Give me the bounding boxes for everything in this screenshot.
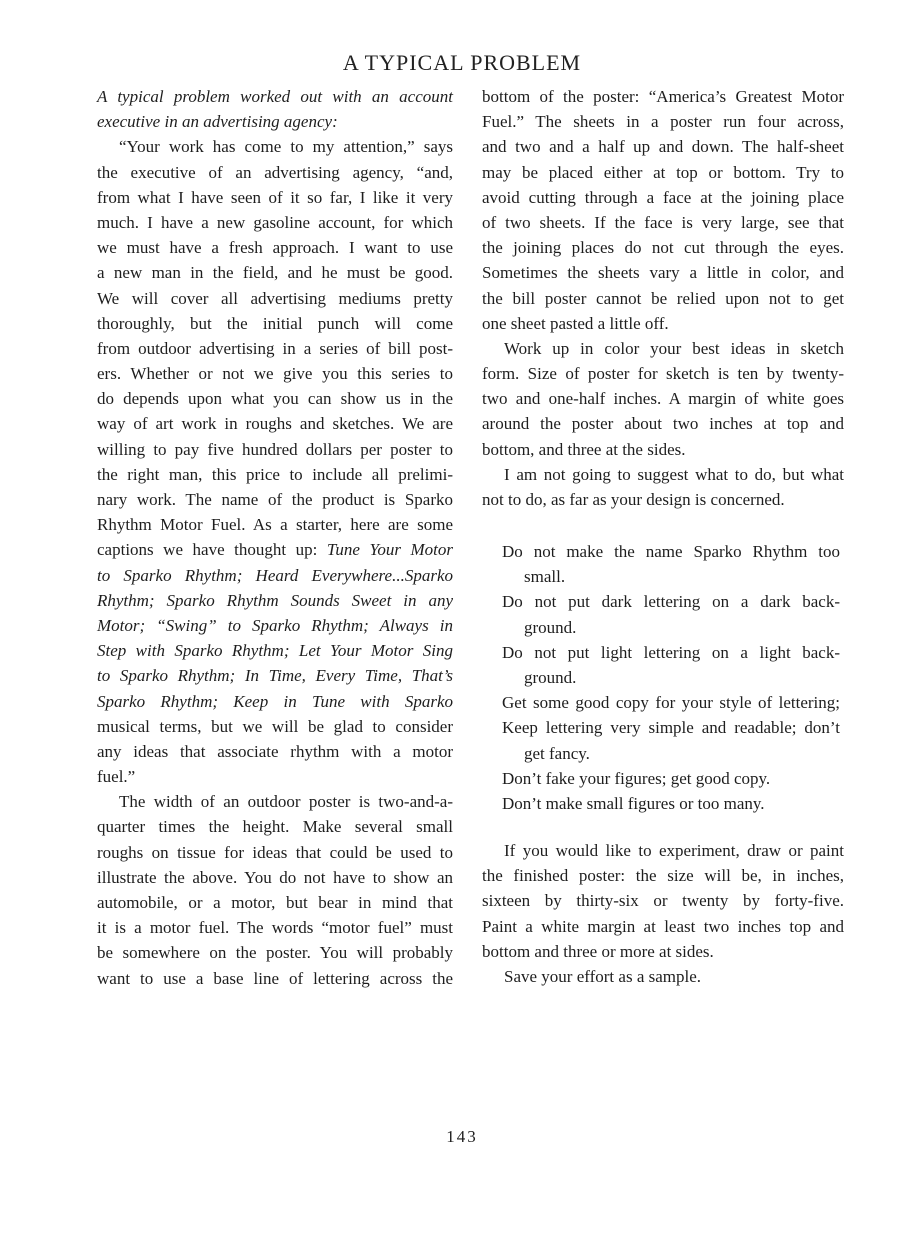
- text-line: ers. Whether or not we give you this series to: [97, 364, 453, 384]
- left-column: [97, 84, 453, 991]
- paragraph-experiment: [482, 838, 844, 964]
- text-line: Do not put light lettering on a light back-: [502, 642, 840, 662]
- text-line: automobile, or a motor, but bear in mind that: [97, 893, 453, 912]
- caption-line: Motor; “Swing” to Sparko Rhythm; Always in: [97, 615, 453, 635]
- text-line: much. I have a new gasoline account, for which: [97, 212, 453, 232]
- text-line: I am not going to suggest what to do, but what: [504, 464, 844, 484]
- text-line: not to do, as far as your design is concerned.: [482, 490, 785, 509]
- text-line: way of art work in roughs and sketches. We are: [97, 414, 453, 434]
- text-line: Don’t make small figures or too many.: [502, 793, 765, 813]
- text-line: form. Size of poster for sketch is ten by twenty-: [482, 364, 844, 384]
- text-line: Don’t fake your figures; get good copy.: [502, 768, 771, 788]
- text-line: the right man, this price to include all prelimi-: [97, 464, 453, 484]
- list-item: [502, 690, 840, 715]
- text-line-captions: [97, 537, 453, 562]
- text-line: one sheet pasted a little off.: [482, 313, 669, 333]
- text-line: it is a motor fuel. The words “motor fuel” must: [97, 918, 453, 938]
- list-item: [502, 589, 840, 639]
- paragraph-quote: [97, 134, 453, 789]
- text-line: musical terms, but we will be glad to consider: [97, 716, 453, 736]
- caption-line: to Sparko Rhythm; Heard Everywhere...Sparko: [97, 565, 453, 585]
- text-line: Sometimes the sheets vary a little in color, and: [482, 263, 844, 283]
- paragraph-sheets: [482, 84, 844, 336]
- text-line: If you would like to experiment, draw or paint: [504, 841, 844, 860]
- text-line: Save your effort as a sample.: [504, 966, 702, 986]
- text-line: fuel.”: [97, 767, 136, 787]
- text-line: Fuel.” The sheets in a poster run four across,: [482, 112, 844, 132]
- text-line: Do not put dark lettering on a dark back-: [502, 592, 840, 612]
- text-line: and two and a half up and down. The half-sheet: [482, 137, 844, 157]
- text-line: nary work. The name of the product is Sparko: [97, 490, 453, 509]
- running-title: A TYPICAL PROBLEM: [342, 50, 582, 75]
- text-line: do depends upon what you can show us in the: [97, 389, 453, 409]
- text-line: get fancy.: [524, 743, 590, 763]
- text-line: The width of an outdoor poster is two-and-a-: [119, 792, 453, 812]
- text-line: executive in an advertising agency:: [97, 112, 338, 132]
- text-line: of two sheets. If the face is very large, see that: [482, 212, 844, 232]
- intro-heading: [97, 84, 453, 134]
- list-item: [502, 640, 840, 690]
- right-lower-section: [482, 838, 844, 989]
- caption-italic: Tune Your Motor: [326, 540, 453, 560]
- text-line: from what I have seen of it so far, I like it very: [97, 187, 453, 207]
- text-line: Do not make the name Sparko Rhythm too: [502, 542, 840, 561]
- text-line: want to use a base line of lettering across the: [97, 968, 453, 988]
- text-line: illustrate the above. You do not have to show an: [97, 867, 453, 887]
- text-line: we must have a fresh approach. I want to use: [97, 238, 453, 258]
- text-line: “Your work has come to my attention,” says: [119, 137, 453, 157]
- text-line: from outdoor advertising in a series of bill post-: [97, 338, 453, 358]
- text-line: sixteen by thirty-six or twenty by forty-five.: [482, 891, 844, 911]
- paragraph-sketch-size: [482, 336, 844, 462]
- list-item: [502, 539, 840, 589]
- text-line: the joining places do not cut through the eyes.: [482, 238, 844, 258]
- text-line: willing to pay five hundred dollars per poster to: [97, 439, 453, 459]
- paragraph-poster-width: [97, 789, 453, 991]
- paragraph-suggestion: [482, 462, 844, 512]
- text-line: We will cover all advertising mediums pretty: [97, 288, 453, 308]
- text-line: bottom of the poster: “America’s Greatest Motor: [482, 87, 844, 106]
- text-line: any ideas that associate rhythm with a motor: [97, 741, 453, 761]
- text-line: Rhythm Motor Fuel. As a starter, here are some: [97, 515, 453, 535]
- text-line: two and one-half inches. A margin of white goes: [482, 389, 844, 409]
- text-line: around the poster about two inches at top and: [482, 414, 844, 434]
- text-line: thoroughly, but the initial punch will come: [97, 313, 453, 333]
- text-line: may be placed either at top or bottom. Try to: [482, 162, 844, 182]
- right-column: [482, 84, 844, 512]
- text-line: Paint a white margin at least two inches top and: [482, 916, 844, 936]
- caption-line: Step with Sparko Rhythm; Let Your Motor Sing: [97, 641, 453, 661]
- page-number: 143: [446, 1127, 478, 1146]
- caption-line: Rhythm; Sparko Rhythm Sounds Sweet in any: [97, 590, 453, 610]
- text-line: bottom and three or more at sides.: [482, 941, 714, 961]
- list-item: [502, 715, 840, 765]
- donts-list: [502, 539, 840, 816]
- text-line: the bill poster cannot be relied upon not to get: [482, 288, 844, 308]
- paragraph-save: [482, 964, 844, 989]
- text-line: roughs on tissue for ideas that could be used to: [97, 842, 453, 862]
- text-line: small.: [524, 567, 566, 587]
- caption-line: Sparko Rhythm; Keep in Tune with Sparko: [97, 691, 453, 711]
- text-line: ground.: [524, 667, 577, 687]
- text-line: A typical problem worked out with an account: [97, 87, 453, 106]
- text-line: quarter times the height. Make several small: [97, 817, 453, 837]
- captions-prefix: captions we have thought up:: [97, 540, 327, 560]
- text-line: avoid cutting through a face at the joining place: [482, 187, 844, 207]
- list-item: [502, 766, 840, 791]
- text-line: Keep lettering very simple and readable; don’t: [502, 718, 840, 738]
- caption-line: to Sparko Rhythm; In Time, Every Time, That’s: [97, 666, 453, 686]
- text-line: Get some good copy for your style of lettering;: [502, 693, 840, 713]
- text-line: the executive of an advertising agency, “and,: [97, 162, 453, 182]
- text-line: Work up in color your best ideas in sketch: [504, 338, 844, 358]
- text-line: bottom, and three at the sides.: [482, 439, 686, 459]
- text-line: the finished poster: the size will be, in inches,: [482, 866, 844, 886]
- text-line: be somewhere on the poster. You will probably: [97, 943, 453, 963]
- text-line: a new man in the field, and he must be good.: [97, 263, 453, 283]
- text-line: ground.: [524, 617, 577, 637]
- list-item: [502, 791, 840, 816]
